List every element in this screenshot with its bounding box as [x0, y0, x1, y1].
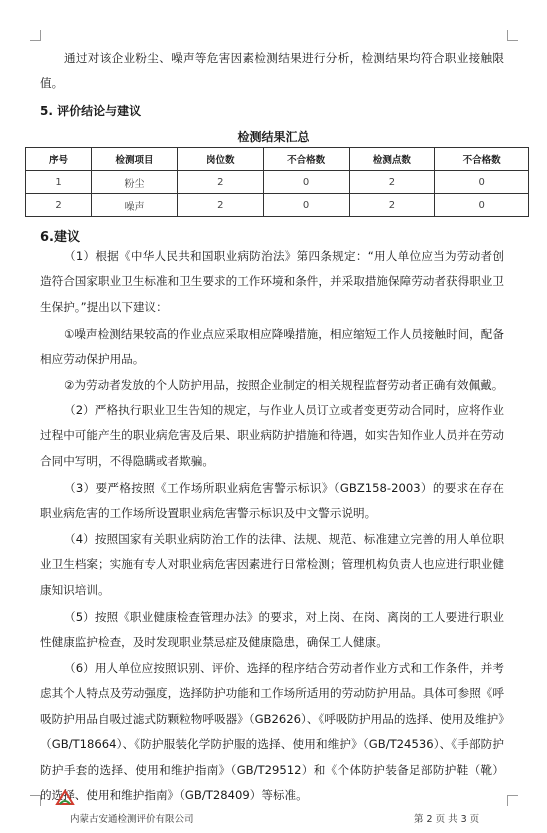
table-title: 检测结果汇总 [237, 130, 310, 144]
table-cell: 2 [349, 171, 435, 194]
crop-mark-bottom-right [507, 795, 518, 806]
table-cell: 2 [177, 194, 263, 217]
header-cell: 不合格数 [435, 148, 529, 171]
footer-company: 内蒙古安通检测评价有限公司 [70, 814, 194, 825]
suggestion-4: （4）按照国家有关职业病防治工作的法律、法规、规范、标准建立完善的用人单位职业卫生档案；实施有专人对职业病危害因素进行日常检测；管理机构负责人也应进行职业健康知识培训。 [40, 532, 504, 597]
results-summary-table [25, 147, 529, 217]
intro-paragraph: 通过对该企业粉尘、噪声等危害因素检测结果进行分析，检测结果均符合职业接触限值。 [40, 51, 504, 91]
table-cell: 2 [177, 171, 263, 194]
company-logo-icon [55, 788, 75, 808]
suggestion-2: （2）严格执行职业卫生告知的规定，与作业人员订立或者变更劳动合同时，应将作业过程中可能产生的职业病危害及后果、职业病防护措施和待遇，如实告知作业人员并在劳动合同中写明，不得隐瞒或者欺骗。 [40, 403, 504, 468]
footer-page-number: 第 2 页 共 3 页 [414, 814, 480, 825]
table-cell: 粉尘 [92, 171, 178, 194]
table-cell: 0 [263, 171, 349, 194]
table-row [26, 171, 529, 194]
table-cell: 噪声 [92, 194, 178, 217]
table-cell: 0 [435, 194, 529, 217]
table-cell: 2 [349, 194, 435, 217]
section-6-heading: 6.建议 [40, 230, 80, 245]
header-cell: 不合格数 [263, 148, 349, 171]
table-cell: 2 [26, 194, 92, 217]
header-cell: 检测点数 [349, 148, 435, 171]
table-cell: 1 [26, 171, 92, 194]
suggestion-1-item-1: ①噪声检测结果较高的作业点应采取相应降噪措施，相应缩短工作人员接触时间，配备相应劳动保护用品。 [40, 327, 504, 367]
crop-mark-top-left [30, 30, 41, 41]
header-cell: 检测项目 [92, 148, 178, 171]
table-cell: 0 [263, 194, 349, 217]
header-cell: 序号 [26, 148, 92, 171]
suggestion-3: （3）要严格按照《工作场所职业病危害警示标识》（GBZ158-2003）的要求在存在职业病危害的工作场所设置职业病危害警示标识及中文警示说明。 [40, 481, 504, 521]
suggestion-6: （6）用人单位应按照识别、评价、选择的程序结合劳动者作业方式和工作条件，并考虑其个人特点及劳动强度，选择防护功能和工作场所适用的劳动防护用品。具体可参照《呼吸防护用品自吸过滤式防颗粒物呼吸器》（GB2626）、《呼吸防护用品的选择、使用及维护》（GB/T18664）、《防护服装化学防护服的选择、使用和维护》（GB/T24536）、《手部防护防护手套的选择、使用和维护指南》（GB/T29512）和《个体防护装备足部防护鞋（靴）的选择、使用和维护指南》（GB/T28409）等标准。 [40, 661, 504, 803]
header-cell: 岗位数 [177, 148, 263, 171]
table-cell: 0 [435, 171, 529, 194]
table-header-row [26, 148, 529, 171]
suggestion-5: （5）按照《职业健康检查管理办法》的要求，对上岗、在岗、离岗的工人要进行职业性健康监护检查，及时发现职业禁忌症及健康隐患，确保工人健康。 [40, 610, 504, 650]
table-row [26, 194, 529, 217]
suggestion-1: （1）根据《中华人民共和国职业病防治法》第四条规定：“用人单位应当为劳动者创造符合国家职业卫生标准和卫生要求的工作环境和条件，并采取措施保障劳动者获得职业卫生保护。”提出以下建议： [40, 249, 504, 314]
crop-mark-top-right [507, 30, 518, 41]
suggestion-1-item-2: ②为劳动者发放的个人防护用品，按照企业制定的相关规程监督劳动者正确有效佩戴。 [64, 378, 504, 392]
section-5-heading: 5. 评价结论与建议 [40, 104, 142, 118]
